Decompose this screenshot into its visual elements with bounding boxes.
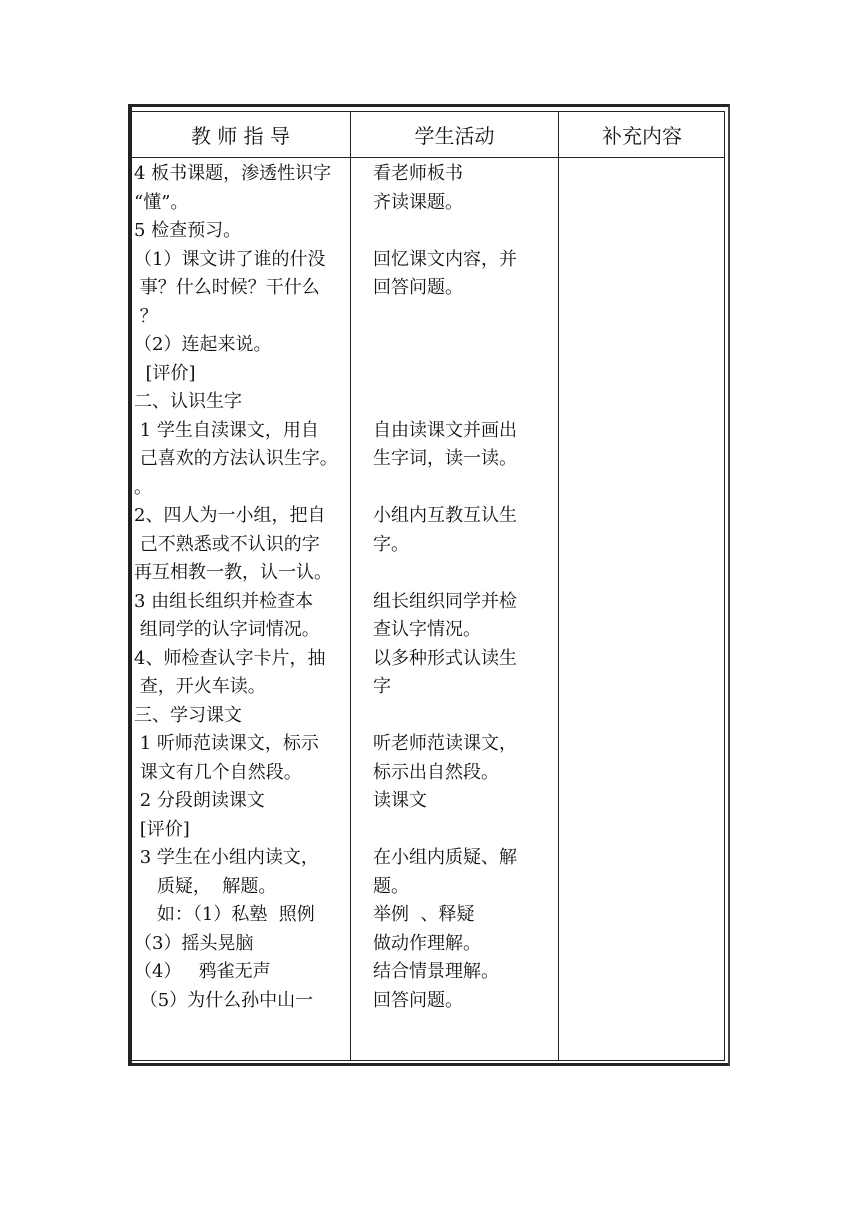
header-supplement: 补充内容 [602, 124, 682, 148]
teacher-line: 事？什么时候？干什么 [134, 277, 320, 298]
column-divider-2 [558, 111, 559, 1061]
student-line: 看老师板书 [373, 163, 463, 184]
teacher-line: 。 [134, 476, 152, 498]
teacher-line: （5）为什么孙中山一 [134, 989, 314, 1011]
teacher-line: 组同学的认字词情况。 [134, 619, 320, 640]
header-student-activity: 学生活动 [414, 124, 495, 148]
teacher-line: 2、四人为一小组，把自 [134, 505, 326, 526]
student-line: 小组内互教互认生 [373, 505, 517, 526]
student-line [373, 702, 553, 731]
student-line: 回忆课文内容，并 [373, 248, 517, 270]
student-line: 齐读课题。 [373, 191, 463, 213]
student-activity-column [373, 160, 553, 1015]
student-line: 题。 [373, 875, 409, 897]
teacher-guidance-column [134, 160, 348, 1015]
student-line: 结合情景理解。 [373, 961, 499, 982]
student-line [373, 559, 553, 588]
teacher-line: 1 学生自渎课文，用自 [134, 419, 319, 441]
student-line: 生字词，读一读。 [373, 448, 517, 469]
teacher-line: （2）连起来说。 [134, 334, 272, 355]
teacher-line: 1 听师范读课文，标示 [134, 733, 319, 754]
student-line: 自由读课文并画出 [373, 419, 517, 441]
student-line [373, 816, 553, 845]
student-line: 字。 [373, 533, 409, 555]
student-line: 在小组内质疑、解 [373, 847, 517, 868]
teacher-line: 己不熟悉或不认识的字 [134, 533, 320, 555]
header-divider [131, 157, 725, 158]
teacher-line: 三、学习课文 [134, 704, 242, 726]
teacher-line: [评价] [134, 818, 190, 840]
student-line: 查认字情况。 [373, 619, 481, 640]
teacher-line: ？ [134, 305, 158, 327]
teacher-line: 4、师检查认字卡片，抽 [134, 647, 326, 669]
teacher-line: 3 学生在小组内读文， [134, 847, 319, 868]
student-line [373, 388, 553, 417]
student-line [373, 331, 553, 360]
student-line: 组长组织同学并检 [373, 590, 517, 612]
student-line: 听老师范读课文， [373, 733, 517, 754]
teacher-line: （3）摇头晃脑 [134, 932, 254, 954]
student-line: 举例 、释疑 [373, 904, 475, 925]
teacher-line: 再互相教一教，认一认。 [134, 562, 332, 583]
student-line [373, 474, 553, 503]
teacher-line: 己喜欢的方法认识生字。 [134, 448, 338, 469]
student-line: 读课文 [373, 790, 427, 811]
teacher-line: 2 分段朗读课文 [134, 790, 265, 811]
student-line: 以多种形式认读生 [373, 647, 517, 669]
teacher-line: 查，开火车读。 [134, 676, 266, 697]
student-line [373, 303, 553, 332]
teacher-line: （4） 鸦雀无声 [134, 961, 271, 982]
teacher-line: 课文有几个自然段。 [134, 761, 302, 783]
teacher-line: 如：（1）私塾 照例 [134, 904, 315, 925]
header-teacher-guidance: 教 师 指 导 [190, 124, 291, 148]
student-line: 回答问题。 [373, 989, 463, 1011]
student-line: 字 [373, 676, 391, 697]
student-line [373, 217, 553, 246]
teacher-line: 质疑， 解题。 [134, 875, 277, 897]
column-divider-1 [350, 111, 351, 1061]
teacher-line: 4 板书课题，渗透性识字 [134, 163, 332, 184]
teacher-line: “懂”。 [134, 191, 189, 213]
teacher-line: 3 由组长组织并检查本 [134, 590, 314, 612]
teacher-line: [评价] [134, 362, 196, 384]
student-line: 回答问题。 [373, 277, 463, 298]
student-line: 标示出自然段。 [373, 761, 499, 783]
student-line: 做动作理解。 [373, 932, 481, 954]
teacher-line: （1）课文讲了谁的什没 [134, 248, 326, 270]
student-line [373, 360, 553, 389]
teacher-line: 5 检查预习。 [134, 220, 242, 241]
teacher-line: 二、认识生字 [134, 391, 242, 412]
